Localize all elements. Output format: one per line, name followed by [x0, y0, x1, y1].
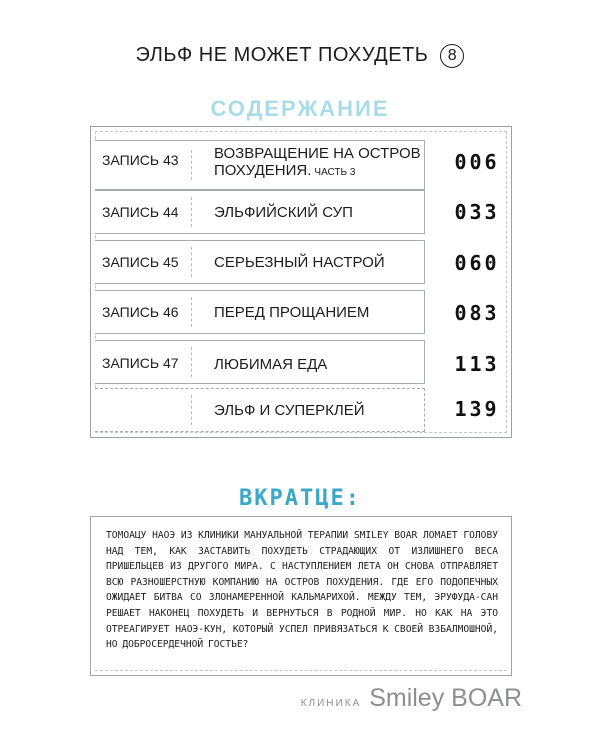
toc-chapter-label: ЗАПИСЬ 43 [102, 152, 179, 168]
toc-page-number: 006 [454, 150, 500, 174]
book-title-text: ЭЛЬФ НЕ МОЖЕТ ПОХУДЕТЬ [135, 44, 429, 66]
toc-row-separator [191, 297, 192, 327]
toc-chapter-label: ЗАПИСЬ 47 [102, 355, 179, 371]
book-title [0, 44, 600, 68]
toc-item-title[interactable]: ЭЛЬФИЙСКИЙ СУП [214, 204, 353, 221]
toc-row-separator [191, 150, 192, 180]
summary-heading: ВКРАТЦЕ: [239, 486, 361, 511]
toc-row-separator [191, 247, 192, 277]
toc-page-number: 033 [454, 200, 500, 224]
toc-page-number: 083 [454, 301, 500, 325]
toc-chapter-label: ЗАПИСЬ 44 [102, 204, 179, 220]
toc-row-separator [191, 347, 192, 377]
toc-item-title[interactable]: ЭЛЬФ И СУПЕРКЛЕЙ [214, 402, 365, 419]
toc-chapter-label: ЗАПИСЬ 46 [102, 304, 179, 320]
volume-number-badge: 8 [440, 44, 464, 68]
toc-item-part: ЧАСТЬ 3 [314, 167, 356, 178]
toc-heading: СОДЕРЖАНИЕ [210, 96, 390, 121]
summary-text: ТОМОАЦУ НАОЭ ИЗ КЛИНИКИ МАНУАЛЬНОЙ ТЕРАПИИ SMILEY BOAR ЛОМАЕТ ГОЛОВУ НАД ТЕМ, КАК ЗАСТАВИТЬ ПОХУДЕТЬ СТРАДАЮЩИХ ОТ ИЗЛИШНЕГО ВЕСА ПРИШЕЛЬЦЕВ ИЗ ДРУГОГО МИРА. С НАСТУПЛЕНИЕМ ЛЕТА ОН СНОВА ОТПРАВЛЯЕТ ВСЮ РАЗНОШЕРСТНУЮ КОМПАНИЮ НА ОСТРОВ ПОХУДЕНИЯ. ГДЕ ЕГО ПОДОПЕЧНЫХ ОЖИДАЕТ БИТВА СО ЗЛОНАМЕРЕННОЙ КАЛЬМАРИХОЙ. МЕЖДУ ТЕМ, ЭРУФУДА-САН РЕШАЕТ НАКОНЕЦ ПОХУДЕТЬ И ВЕРНУТЬСЯ В РОДНОЙ МИР. НО КАК НА ЭТО ОТРЕАГИРУЕТ НАОЭ-КУН, КОТОРЫЙ УСПЕЛ ПРИВЯЗАТЬСЯ К СВОЕЙ ВЗБАЛМОШНОЙ, НО ДОБРОСЕРДЕЧНОЙ ГОСТЬЕ? [106, 530, 498, 651]
toc-page-number: 060 [454, 251, 500, 275]
toc-item-title-line1: ВОЗВРАЩЕНИЕ НА ОСТРОВ [214, 145, 421, 162]
clinic-brand [301, 684, 522, 713]
toc-row-separator [191, 395, 192, 425]
toc-item-title[interactable]: ПЕРЕД ПРОЩАНИЕМ [214, 304, 370, 321]
brand-name: Smiley BOAR [369, 684, 522, 712]
toc-item-title[interactable] [214, 145, 421, 181]
toc-row-separator [191, 197, 192, 227]
toc-item-title-line2: ПОХУДЕНИЯ. [214, 162, 312, 179]
toc-item-title[interactable]: ЛЮБИМАЯ ЕДА [214, 356, 328, 373]
toc-page-number: 113 [454, 352, 500, 376]
toc-chapter-label: ЗАПИСЬ 45 [102, 254, 179, 270]
toc-page-number: 139 [454, 397, 500, 421]
toc-item-title[interactable]: СЕРЬЕЗНЫЙ НАСТРОЙ [214, 254, 385, 271]
clinic-label: КЛИНИКА [300, 698, 362, 709]
